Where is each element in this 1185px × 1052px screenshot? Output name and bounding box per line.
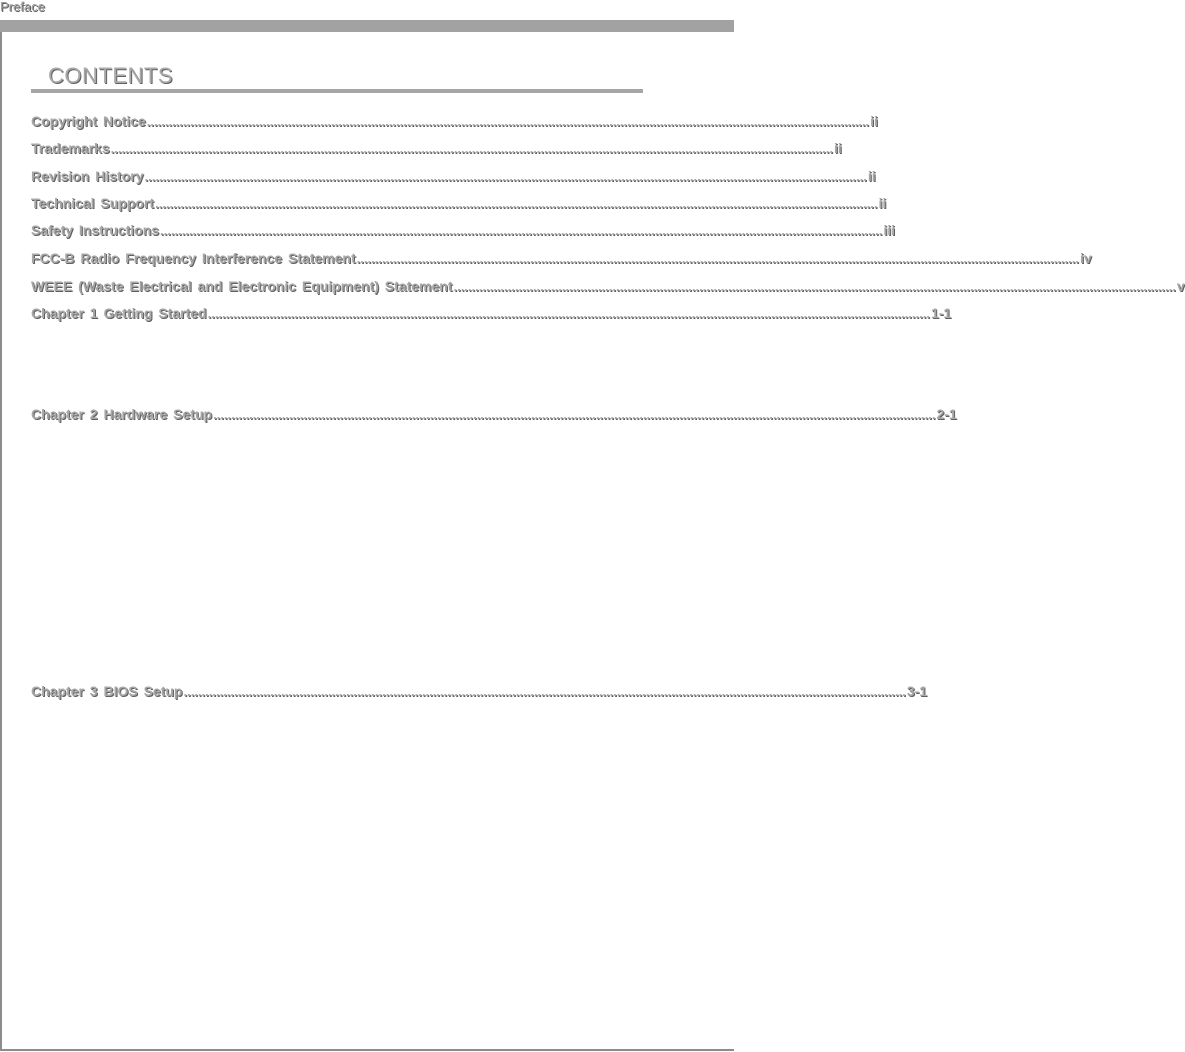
toc-entry-page: 1-1 — [930, 305, 952, 321]
toc-entry-title: Chapter 2 Hardware Setup — [31, 406, 213, 422]
toc-entry-title: Trademarks — [31, 140, 110, 156]
header-bar — [0, 20, 734, 32]
toc-entry-page: ii — [833, 140, 842, 156]
toc-entry-title: Chapter 3 BIOS Setup — [31, 683, 183, 699]
toc-leader-dots: ........................................................................................................................................................................................................ — [146, 114, 870, 129]
toc-entry-revision-history[interactable] — [31, 166, 876, 186]
toc-leader-dots: ........................................................................................................................................................................................................ — [155, 196, 878, 211]
toc-entry-title: Chapter 1 Getting Started — [31, 305, 207, 321]
toc-entry-chapter-2[interactable] — [31, 404, 957, 424]
toc-entry-page: v — [1176, 278, 1185, 294]
toc-entry-title: Technical Support — [31, 195, 155, 211]
page-header-label: Preface — [0, 0, 45, 14]
toc-entry-title: Revision History — [31, 168, 144, 184]
toc-leader-dots: ........................................................................................................................................................................................................ — [213, 407, 936, 422]
toc-entry-page: ii — [870, 113, 878, 129]
toc-leader-dots: ........................................................................................................................................................................................................ — [144, 169, 867, 184]
toc-entry-title: Copyright Notice — [31, 113, 146, 129]
toc-entry-title: Safety Instructions — [31, 222, 160, 238]
contents-title: CONTENTS — [48, 63, 173, 88]
toc-entry-page: ii — [878, 195, 887, 211]
toc-entry-weee-statement[interactable] — [31, 276, 1185, 296]
toc-entry-page: iii — [883, 222, 896, 238]
page-frame-left — [0, 32, 2, 1050]
toc-leader-dots: ........................................................................................................................................................................................................ — [207, 306, 930, 321]
toc-entry-copyright-notice[interactable] — [31, 111, 878, 131]
page-frame-bottom — [0, 1049, 734, 1051]
toc-entry-page: 3-1 — [906, 683, 928, 699]
toc-entry-safety-instructions[interactable] — [31, 220, 896, 240]
toc-leader-dots: ........................................................................................................................................................................................................ — [183, 684, 906, 699]
toc-entry-title: WEEE (Waste Electrical and Electronic Equipment) Statement — [31, 278, 453, 294]
toc-entry-technical-support[interactable] — [31, 193, 887, 213]
toc-entry-page: 2-1 — [936, 406, 957, 422]
toc-entry-page: ii — [867, 168, 876, 184]
toc-entry-trademarks[interactable] — [31, 138, 842, 158]
toc-entry-chapter-1[interactable] — [31, 303, 952, 323]
toc-leader-dots: ........................................................................................................................................................................................................ — [453, 279, 1176, 294]
toc-entry-title: FCC-B Radio Frequency Interference Statement — [31, 250, 356, 266]
toc-leader-dots: ........................................................................................................................................................................................................ — [160, 223, 883, 238]
contents-rule — [31, 89, 643, 93]
toc-entry-chapter-3[interactable] — [31, 681, 928, 701]
toc-leader-dots: ........................................................................................................................................................................................................ — [110, 141, 833, 156]
toc-entry-fcc-b-statement[interactable] — [31, 248, 1092, 268]
toc-entry-page: iv — [1080, 250, 1092, 266]
toc-leader-dots: ........................................................................................................................................................................................................ — [356, 251, 1079, 266]
